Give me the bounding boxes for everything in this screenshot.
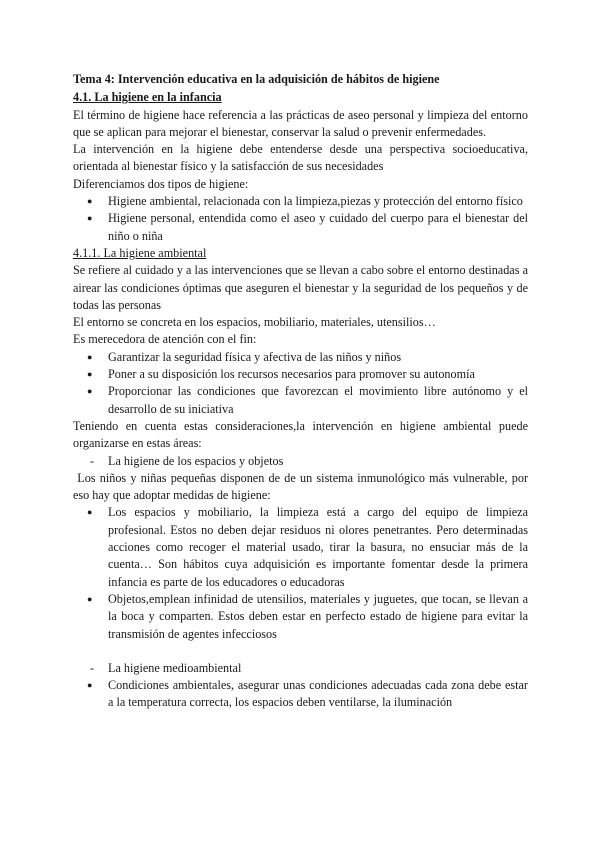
paragraph: Se refiere al cuidado y a las intervenciones que se llevan a cabo sobre el entorno destinadas a airear las condiciones óptimas que aseguren el bienestar y la seguridad de los pequeños y de todas las personas	[73, 263, 528, 312]
paragraph: Diferenciamos dos tipos de higiene:	[73, 176, 249, 191]
spacer	[73, 643, 528, 660]
area-list	[73, 660, 528, 677]
list-item: ● Higiene ambiental, relacionada con la limpieza,piezas y protección del entorno físico	[73, 193, 528, 210]
list-item: ● Proporcionar las condiciones que favorezcan el movimiento libre autónomo y el desarrollo de su iniciativa	[73, 383, 528, 418]
area-list	[73, 453, 528, 470]
paragraph: Es merecedora de atención con el fin:	[73, 332, 257, 347]
hygiene-types-list	[73, 193, 528, 245]
environment-list	[73, 677, 528, 712]
list-item: ● Los espacios y mobiliario, la limpieza está a cargo del equipo de limpieza profesional. Estos no deben dejar residuos ni olores penetrantes. Pero determinadas acciones como recoger el material usado, tirar la basura, no ensuciar más de la cuenta… Son hábitos cuya adquisición es importante fomentar desde la primera infancia es parte de los educadores o educadoras	[73, 504, 528, 590]
measures-list	[73, 504, 528, 642]
paragraph: Los niños y niñas pequeñas disponen de de un sistema inmunológico más vulnerable, por eso hay que adoptar medidas de higiene:	[73, 470, 532, 503]
list-item: - La higiene medioambiental	[73, 660, 528, 677]
list-item: ● Higiene personal, entendida como el aseo y cuidado del cuerpo para el bienestar del niño o niña	[73, 210, 528, 245]
paragraph: Teniendo en cuenta estas consideraciones,la intervención en higiene ambiental puede organizarse en estas áreas:	[73, 418, 528, 451]
document-title: Tema 4: Intervención educativa en la adquisición de hábitos de higiene	[73, 72, 440, 86]
paragraph: El término de higiene hace referencia a las prácticas de aseo personal y limpieza del entorno que se aplican para mejorar el bienestar, conservar la salud o prevenir enfermedades.	[73, 107, 528, 139]
list-item: ● Poner a su disposición los recursos necesarios para promover su autonomía	[73, 366, 528, 383]
aims-list	[73, 349, 528, 418]
list-item: ● Objetos,emplean infinidad de utensilios, materiales y juguetes, que tocan, se llevan a la boca y comparten. Estos deben estar en perfecto estado de higiene para evitar la transmisión de agentes infecciosos	[73, 591, 528, 643]
paragraph: El entorno se concreta en los espacios, mobiliario, materiales, utensilios…	[73, 315, 436, 330]
document-content	[73, 71, 532, 712]
list-item: - La higiene de los espacios y objetos	[73, 453, 528, 470]
list-item: ● Condiciones ambientales, asegurar unas condiciones adecuadas cada zona debe estar a la temperatura correcta, los espacios deben ventilarse, la iluminación	[73, 677, 528, 712]
list-item: ● Garantizar la seguridad física y afectiva de las niños y niños	[73, 349, 528, 366]
paragraph: La intervención en la higiene debe entenderse desde una perspectiva socioeducativa, orientada al bienestar físico y la satisfacción de sus necesidades	[73, 142, 528, 174]
section-heading-4-1-1: 4.1.1. La higiene ambiental	[73, 245, 207, 260]
section-heading-4-1: 4.1. La higiene en la infancia	[73, 90, 222, 105]
